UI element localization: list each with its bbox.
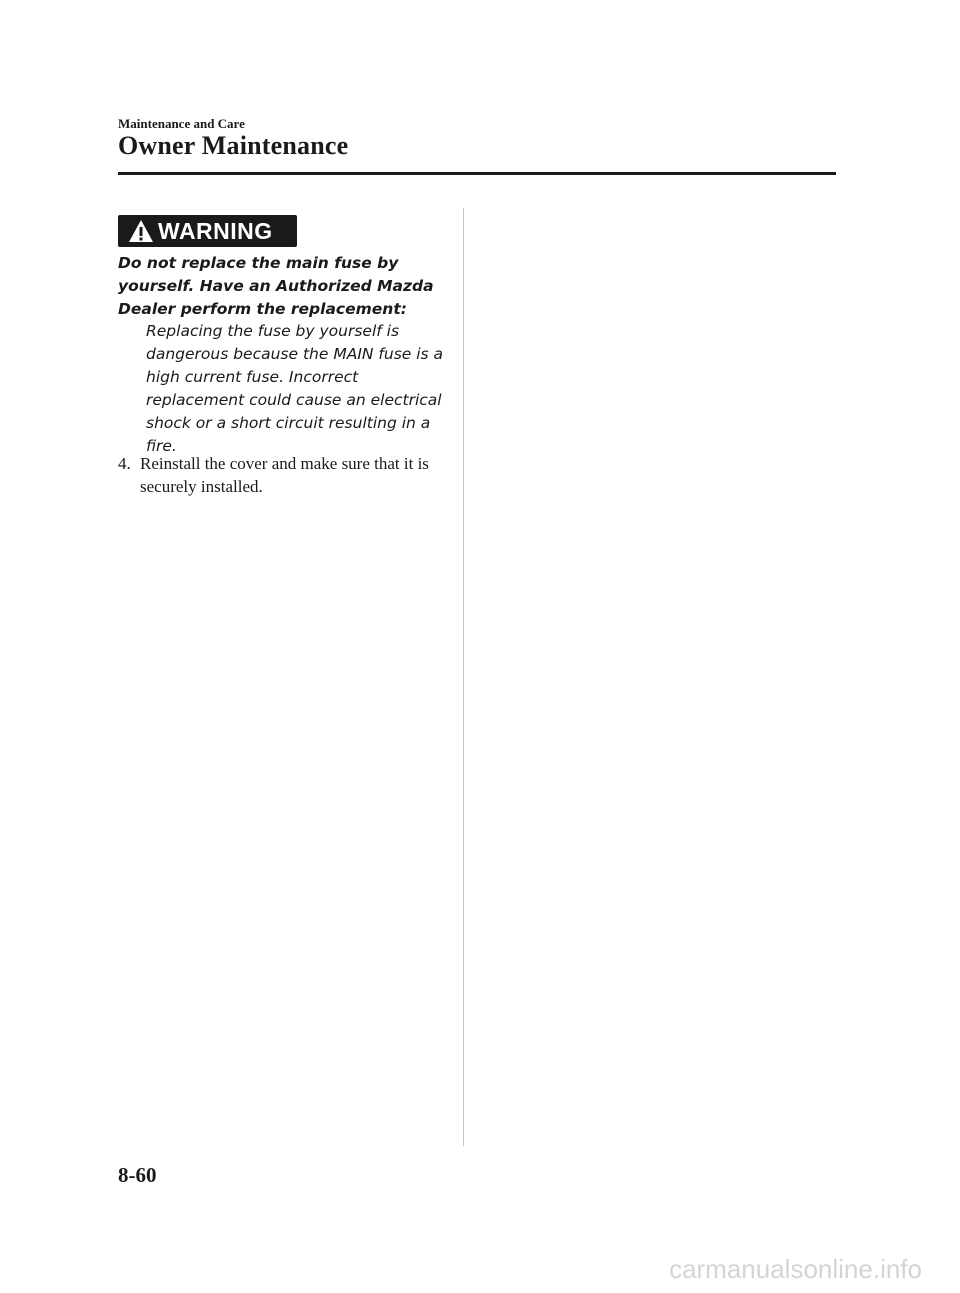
page-title: Owner Maintenance — [118, 131, 349, 160]
page-number: 8-60 — [118, 1163, 157, 1187]
title-rule — [118, 172, 836, 175]
warning-badge — [118, 215, 297, 247]
step-number: 4. — [118, 454, 131, 473]
warning-body: Replacing the fuse by yourself is dangerous because the MAIN fuse is a high current fuse. Incorrect replacement could cause an electrical shock or a short circuit resulting in a fire. — [146, 322, 444, 455]
column-divider — [463, 208, 464, 1146]
step-text: Reinstall the cover and make sure that it is securely installed. — [140, 454, 429, 496]
list-item — [118, 452, 448, 498]
warning-label: WARNING — [158, 217, 273, 244]
warning-triangle-icon — [128, 219, 154, 243]
section-label: Maintenance and Care — [118, 116, 245, 131]
watermark: carmanualsonline.info — [669, 1254, 922, 1284]
warning-heading: Do not replace the main fuse by yourself. Have an Authorized Mazda Dealer perform the replacement: — [118, 254, 434, 318]
